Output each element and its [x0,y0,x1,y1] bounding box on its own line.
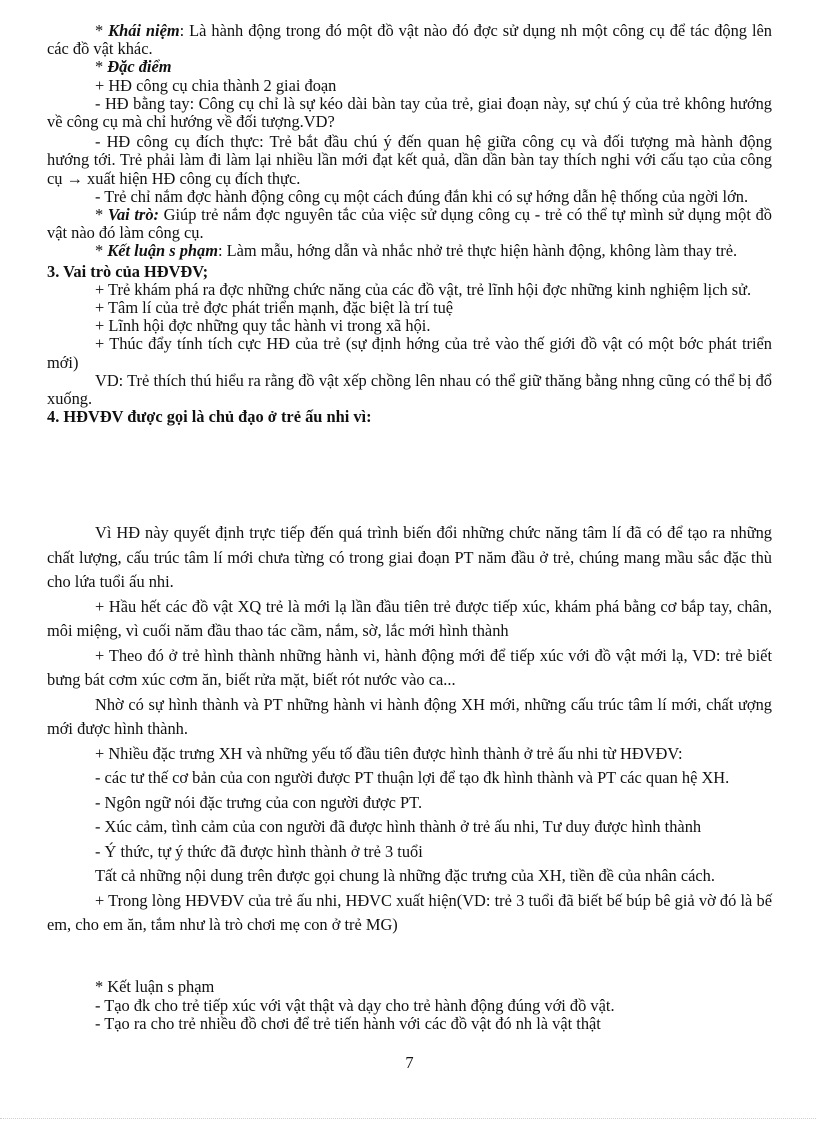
section-4-heading: 4. HĐVĐV được gọi là chủ đạo ở trẻ ấu nhi vì: [47,407,372,427]
reason-item-2: + Theo đó ở trẻ hình thành những hành vi, hành động mới để tiếp xúc với đồ vật mới lạ, VD: trẻ biết bưng bát cơm xúc cơm ăn, biết rửa mặt, biết rót nước vào ca... [47,645,772,689]
guidance-paragraph: - Trẻ chỉ nắm đợc hành động công cụ một cách đúng đắn khi có sự hớng dẫn hệ thống của ngời lớn. [95,186,749,206]
role-item-2: + Tâm lí của trẻ đợc phát triển mạnh, đặc biệt là trí tuệ [95,298,454,318]
reason-item-3: + Nhiều đặc trưng XH và những yếu tố đầu tiên được hình thành ở trẻ ấu nhi từ HĐVĐV: [95,743,683,763]
role-item-1: + Trẻ khám phá ra đợc những chức năng của các đồ vật, trẻ lĩnh hội đợc những kinh nghiệm lịch sử. [95,279,752,299]
page-number: 7 [405,1053,414,1072]
section-main-reasons [47,521,772,938]
role-paragraph: * Vai trò: Giúp trẻ nắm đợc nguyên tắc của việc sử dụng công cụ - trẻ có thể tự mình sử dụng một đồ vật nào đó làm công cụ. [47,205,772,243]
role-play-paragraph: + Trong lòng HĐVĐV của trẻ ấu nhi, HĐVC xuất hiện(VD: trẻ 3 tuổi đã biết bế búp bê giả vờ đó là bế em, cho em ăn, tắm như là trò chơi mẹ con ở trẻ MG) [47,890,772,934]
example-paragraph: VD: Trẻ thích thú hiểu ra rằng đồ vật xếp chồng lên nhau có thể giữ thăng bằng nhng cũng có thể bị đổ xuống. [47,370,772,409]
feature-item-3: - Xúc cảm, tình cảm của con người đã được hình thành ở trẻ ấu nhi, Tư duy được hình thành [95,817,702,836]
page-bottom-divider [0,1118,816,1119]
concept-title: Khái niệm [108,21,180,40]
stage-intro: + HĐ công cụ chia thành 2 giai đoạn [95,75,337,95]
concept-paragraph: * Khái niệm: Là hành động trong đó một đồ vật nào đó đợc sử dụng nh một công cụ để tác động lên các đồ vật khác. [47,21,772,59]
feature-item-2: - Ngôn ngữ nói đặc trưng của con người được PT. [95,792,423,812]
stage-hand: - HĐ bằng tay: Công cụ chỉ là sự kéo dài bàn tay của trẻ, giai đoạn này, sự chú ý của trẻ không hướng về công cụ mà chỉ hướng về đối tượng.VD? [47,93,772,132]
feature-item-4: - Ý thức, tự ý thức đã được hình thành ở trẻ 3 tuổi [95,841,423,861]
section-operations [47,22,772,426]
stage-tool: - HĐ công cụ đích thực: Trẻ bắt đầu chú ý đến quan hệ giữa công cụ và đối tượng mà hành động hướng tới. Trẻ phải làm đi làm lại nhiều lần mới đạt kết quả, dần dần bàn tay thích nghi với cấu tạo của công cụ → xuất hiện HĐ công cụ đích thực. [47,132,772,188]
feature-item-1: - các tư thế cơ bản của con người được PT thuận lợi để tạo đk hình thành và PT các quan hệ XH. [95,768,730,787]
section-conclusion [47,978,772,1034]
reason-paragraph-2: Nhờ có sự hình thành và PT những hành vi hành động XH mới, những cấu trúc tâm lí mới, chất ượng mới được hình thành. [47,694,772,738]
summary-paragraph: Tất cả những nội dung trên được gọi chung là những đặc trưng của XH, tiền đề của nhân cách. [95,866,715,885]
conclusion-item-2: - Tạo ra cho trẻ nhiều đồ chơi để trẻ tiến hành với các đồ vật đó nh là vật thật [95,1014,601,1033]
conclusion-item-1: - Tạo đk cho trẻ tiếp xúc với vật thật và dạy cho trẻ hành động đúng với đồ vật. [95,995,615,1015]
conclusion-heading: * Kết luận s phạm [95,977,215,996]
reason-paragraph: Vì HĐ này quyết định trực tiếp đến quá trình biến đổi những chức năng tâm lí đã có để tạo ra những chất lượng, cấu trúc tâm lí mới chưa từng có trong giai đoạn PT năm đầu ở trẻ, chúng mang mầu sắc đặc thù cho lứa tuổi ấu nhi. [47,523,772,591]
section-3-heading: 3. Vai trò của HĐVĐV; [47,261,209,281]
role-item-3: + Lĩnh hội đợc những quy tắc hành vi trong xã hội. [95,316,431,336]
pedagogy-paragraph: * Kết luận s phạm: Làm mẫu, hớng dẫn và nhắc nhở trẻ thực hiện hành động, không làm thay trẻ. [95,241,738,261]
features-heading: * Đặc điểm [95,57,172,77]
reason-item-1: + Hầu hết các đồ vật XQ trẻ là mới lạ lần đầu tiên trẻ được tiếp xúc, khám phá bằng cơ bắp tay, chân, môi miệng, vì cuối năm đầu thao tác cầm, nắm, sờ, lắc mới hình thành [47,596,772,640]
role-item-4: + Thúc đẩy tính tích cực HĐ của trẻ (sự định hớng của trẻ vào thế giới đồ vật có một bớc phát triển mới) [47,334,772,372]
